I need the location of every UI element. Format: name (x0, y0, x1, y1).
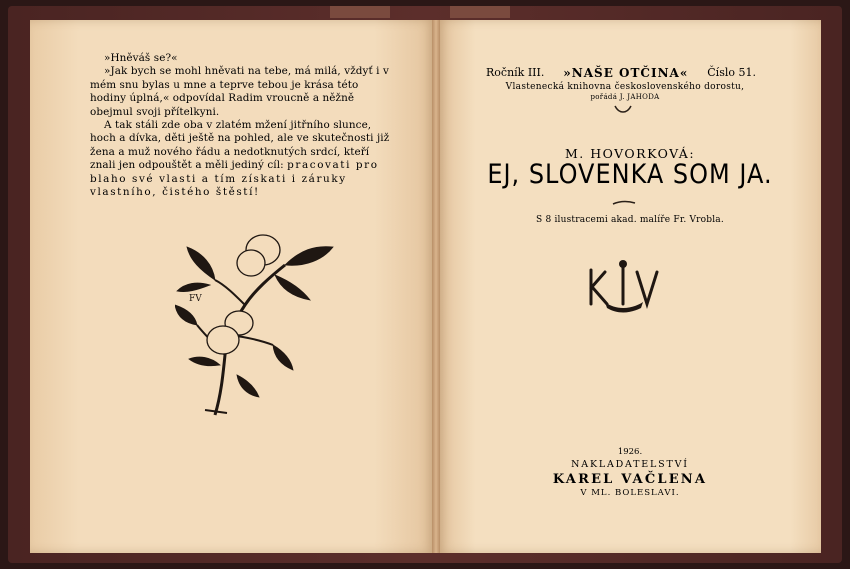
paragraph-3 (90, 119, 390, 199)
series-subtitle: Vlastenecká knihovna československého dorostu, (505, 82, 745, 92)
paragraph-2: »Jak bych se mohl hněvati na tebe, má milá, vždyť i v mém snu bylas u mne a teprve tebou je krása této hodiny úplná,« odpovídal Radim vroucně a něžně obejmul svoji přítelkyni. (90, 65, 389, 118)
title-ornament (612, 200, 636, 206)
book-gutter (432, 20, 440, 553)
publisher-label: NAKLADATELSTVÍ (571, 459, 689, 470)
publisher-name: KAREL VAČLENA (552, 472, 708, 487)
series-name: »NAŠE OTČINA« (563, 66, 689, 80)
left-page-text (90, 52, 390, 199)
paragraph-1: »Hněváš se?« (104, 52, 178, 64)
ornament-swash (613, 104, 633, 114)
book-title: EJ, SLOVENKA SOM JA. (487, 158, 773, 190)
cover-band (450, 6, 510, 18)
issue-number: Číslo 51. (707, 66, 756, 79)
series-editor: pořádá J. JAHODA (590, 93, 660, 101)
publication-year: 1926. (617, 447, 643, 457)
paragraph-3-text: A tak stáli zde oba v zlatém mžení jitřního slunce, hoch a dívka, děti ještě na pohled, ale ve skutečnosti již žena a muž nového řádu a nedotknutých srdcí, kteří znali jen odpouštět a měli jediný cíl: (90, 119, 390, 172)
illustrations-note: S 8 ilustracemi akad. malíře Fr. Vrobla. (536, 215, 724, 225)
spaced-text: pracovati pro blaho své vlasti a tím získati i záruky vlastního, čistého štěstí! (90, 159, 379, 199)
apple-branch-illustration (175, 225, 345, 420)
publisher-logo (585, 258, 661, 314)
publisher-city: V ML. BOLESLAVI. (580, 488, 680, 498)
volume-label: Ročník III. (486, 66, 545, 79)
series-header (486, 66, 756, 80)
cover-band (330, 6, 390, 18)
illustration-monogram: FV (189, 294, 202, 304)
author-name: M. HOVORKOVÁ: (564, 146, 696, 161)
